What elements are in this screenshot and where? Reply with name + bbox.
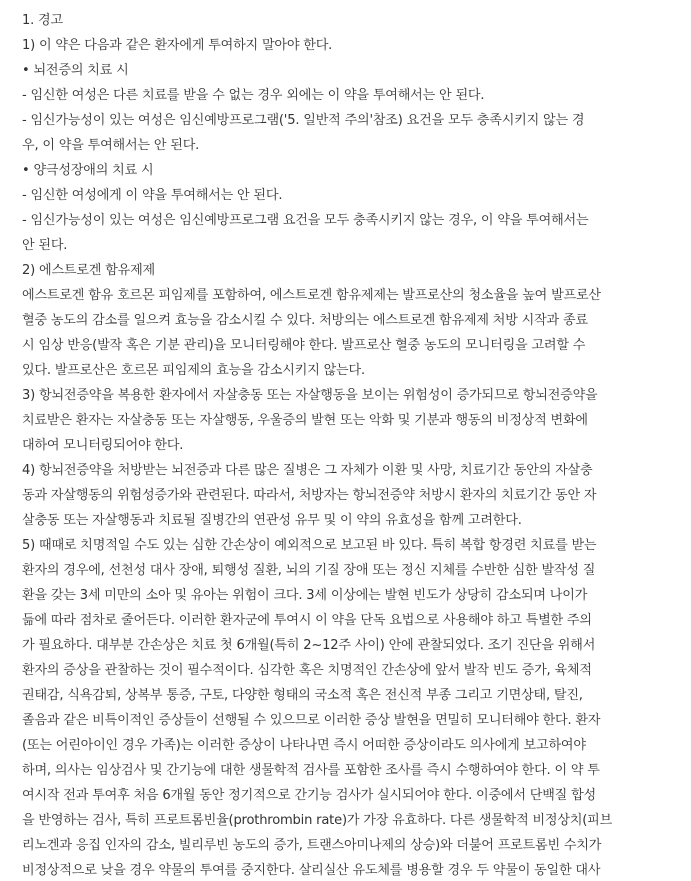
text-line: 을 반영하는 검사, 특히 프로트롬빈율(prothrombin rate)가 가장 유효하다. 다른 생물학적 비정상치(피브 (22, 813, 613, 828)
text-line: (또는 어린아이인 경우 가족)는 이러한 증상이 나타나면 즉시 어떠한 증상이라도 의사에게 보고하여야 (22, 738, 586, 753)
bullet-line: • 뇌전증의 치료 시 (22, 63, 129, 78)
text-line: 여시작 전과 투여후 처음 6개월 동안 정기적으로 간기능 검사가 실시되어야 한다. 이중에서 단백질 합성 (22, 788, 596, 803)
text-line: 3) 항뇌전증약을 복용한 환자에서 자살충동 또는 자살행동을 보이는 위험성이 증가되므로 항뇌전증약을 (22, 388, 598, 403)
text-line: 시 임상 반응(발작 혹은 기분 관리)을 모니터링해야 한다. 발프로산 혈중 농도의 모니터링을 고려할 수 (22, 338, 586, 353)
text-line: 환자의 증상을 관찰하는 것이 필수적이다. 심각한 혹은 치명적인 간손상에 앞서 발작 빈도 증가, 육체적 (22, 663, 592, 678)
text-line: 4) 항뇌전증약을 처방받는 뇌전증과 다른 많은 질병은 그 자체가 이환 및 사망, 치료기간 동안의 자살충 (22, 463, 593, 478)
bullet-line: • 양극성장애의 치료 시 (22, 163, 154, 178)
text-line: 혈중 농도의 감소를 일으켜 효능을 감소시킬 수 있다. 처방의는 에스트로겐 함유제제 처방 시작과 종료 (22, 313, 588, 328)
text-line: 환을 갖는 3세 미만의 소아 및 유아는 위험이 크다. 3세 이상에는 발현 빈도가 상당히 감소되며 나이가 (22, 588, 588, 603)
text-line: 안 된다. (22, 238, 68, 253)
text-line: - 임신가능성이 있는 여성은 임신예방프로그램 요건을 모두 충족시키지 않는 경우, 이 약을 투여해서는 (22, 213, 589, 228)
text-line: 5) 때때로 치명적일 수도 있는 심한 간손상이 예외적으로 보고된 바 있다. 특히 복합 항경련 치료를 받는 (22, 538, 597, 553)
text-line: 하며, 의사는 임상검사 및 간기능에 대한 생물학적 검사를 포함한 조사를 즉시 수행하여야 한다. 이 약 투 (22, 763, 600, 778)
text-line: 권태감, 식욕감퇴, 상복부 통증, 구토, 다양한 형태의 국소적 혹은 전신적 부종 그리고 기면상태, 탈진, (22, 688, 583, 703)
text-line: 리노겐과 응집 인자의 감소, 빌리루빈 농도의 증가, 트랜스아미나제의 상승)와 더불어 프로트롬빈 수치가 (22, 838, 602, 853)
text-line: 1) 이 약은 다음과 같은 환자에게 투여하지 말아야 한다. (22, 38, 333, 53)
text-line: 대하여 모니터링되어야 한다. (22, 438, 184, 453)
text-line: 비정상적으로 낮을 경우 약물의 투여를 중지한다. 살리실산 유도체를 병용할 경우 두 약물이 동일한 대사 (22, 863, 601, 878)
text-line: - 임신가능성이 있는 여성은 임신예방프로그램('5. 일반적 주의'참조) 요건을 모두 충족시키지 않는 경 (22, 113, 585, 128)
section-heading: 1. 경고 (22, 13, 63, 28)
text-line: 환자의 경우에, 선천성 대사 장애, 퇴행성 질환, 뇌의 기질 장애 또는 정신 지체를 수반한 심한 발작성 질 (22, 563, 596, 578)
text-line: 에스트로겐 함유 호르몬 피임제를 포함하여, 에스트로겐 함유제제는 발프로산의 청소율을 높여 발프로산 (22, 288, 601, 303)
text-line: - 임신한 여성에게 이 약을 투여해서는 안 된다. (22, 188, 283, 203)
text-line: 졸음과 같은 비특이적인 증상들이 선행될 수 있으므로 이러한 증상 발현을 면밀히 모니터해야 한다. 환자 (22, 713, 601, 728)
text-line: 살충동 또는 자살행동과 치료될 질병간의 연관성 유무 및 이 약의 유효성을 함께 고려한다. (22, 513, 522, 528)
text-line: 치료받은 환자는 자살충동 또는 자살행동, 우울증의 발현 또는 악화 및 기분과 행동의 비정상적 변화에 (22, 413, 588, 428)
text-line: 듦에 따라 점차로 줄어든다. 이러한 환자군에 투여시 이 약을 단독 요법으로 사용해야 하고 특별한 주의 (22, 613, 592, 628)
subheading-line: 2) 에스트로겐 함유제제 (22, 263, 156, 278)
text-line: - 임신한 여성은 다른 치료를 받을 수 없는 경우 외에는 이 약을 투여해서는 안 된다. (22, 88, 485, 103)
text-line: 동과 자살행동의 위험성증가와 관련된다. 따라서, 처방자는 항뇌전증약 처방시 환자의 치료기간 동안 자 (22, 488, 597, 503)
text-line: 우, 이 약을 투여해서는 안 된다. (22, 138, 200, 153)
text-line: 있다. 발프로산은 호르몬 피임제의 효능을 감소시키지 않는다. (22, 363, 365, 378)
text-line: 가 필요하다. 대부분 간손상은 치료 첫 6개월(특히 2~12주 사이) 안에 관찰되었다. 조기 진단을 위해서 (22, 638, 596, 653)
